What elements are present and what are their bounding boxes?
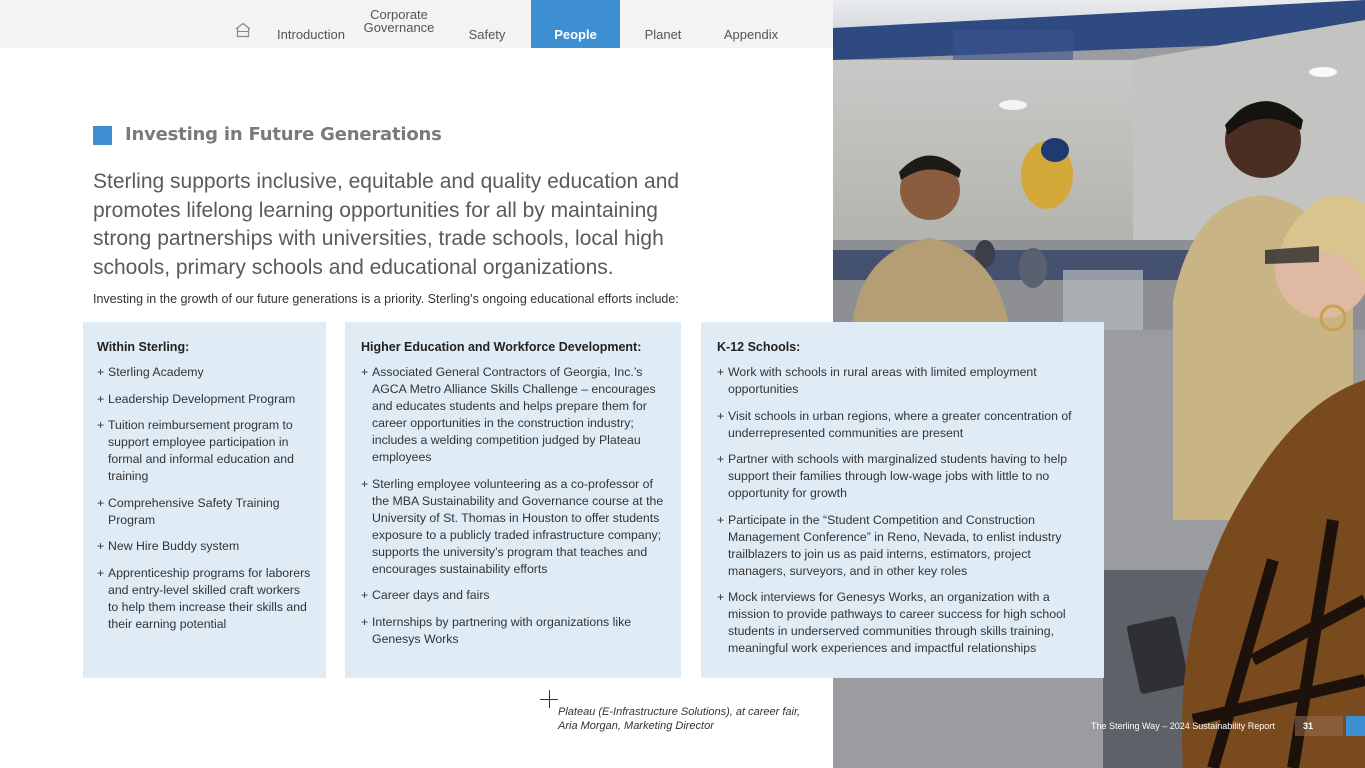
list-item: + Visit schools in urban regions, where a greater concentration of underrepresented communities are present: [717, 408, 1090, 442]
panel-heading: Higher Education and Workforce Development:: [361, 340, 642, 354]
page-tab-marker: [1346, 716, 1365, 736]
page-number: 31: [1295, 716, 1343, 736]
within-sterling-panel: [83, 322, 326, 678]
nav-tab-planet[interactable]: Planet: [644, 27, 682, 42]
nav-tab-label-line1: Corporate: [370, 6, 428, 22]
panel-heading: K-12 Schools:: [717, 340, 801, 354]
list-item: + Comprehensive Safety Training Program: [97, 495, 312, 529]
nav-tab-people[interactable]: People: [531, 0, 620, 48]
list-item: + Sterling employee volunteering as a co-professor of the MBA Sustainability and Governance course at the University of St. Thomas in Houston to offer students exposure to a publicly traded infrastructure company; supports the university’s program that teaches and encourages sustainability efforts: [361, 476, 667, 578]
list-item: + Associated General Contractors of Georgia, Inc.’s AGCA Metro Alliance Skills Challenge – encourages and educates students and helps prepare them for career opportunities in the construction industry; includes a welding competition judged by Plateau employees: [361, 364, 667, 466]
nav-tab-label-line2: Governance: [363, 19, 435, 35]
nav-tab-appendix[interactable]: Appendix: [723, 27, 779, 42]
nav-tab-introduction[interactable]: Introduction: [277, 27, 345, 42]
home-icon[interactable]: [234, 22, 252, 38]
section-marker: [93, 126, 112, 145]
list-item: + Mock interviews for Genesys Works, an organization with a mission to provide pathways to career success for high school students in underserved communities through skills training, meaningful work experiences and impactful relationships: [717, 589, 1090, 657]
intro-sentence: Investing in the growth of our future generations is a priority. Sterling’s ongoing educational efforts include:: [93, 292, 679, 306]
panel-heading: Within Sterling:: [97, 340, 190, 354]
list-item: + Leadership Development Program: [97, 391, 312, 408]
lead-paragraph: Sterling supports inclusive, equitable and quality education and promotes lifelong learning opportunities for all by maintaining strong partnerships with universities, trade schools, local high schools, primary schools and educational organizations.: [93, 170, 680, 279]
report-footer: The Sterling Way – 2024 Sustainability Report: [1091, 721, 1275, 731]
nav-tab-corporate-governance[interactable]: [358, 0, 440, 48]
top-navigation: [0, 0, 833, 48]
caption-line2: Aria Morgan, Marketing Director: [558, 720, 714, 732]
list-item: + Tuition reimbursement program to support employee participation in formal and informal education and training: [97, 417, 312, 485]
k12-schools-list: [717, 364, 1090, 657]
caption-plus-icon: [540, 690, 558, 708]
list-item: + Career days and fairs: [361, 587, 667, 604]
list-item: + Apprenticeship programs for laborers and entry-level skilled craft workers to help them increase their skills and their earning potential: [97, 565, 312, 633]
list-item: + Partner with schools with marginalized students having to help support their families through low-wage jobs with little to no opportunity for growth: [717, 451, 1090, 502]
within-sterling-list: [97, 364, 312, 633]
higher-education-panel: [345, 322, 681, 678]
photo-caption: [558, 705, 800, 733]
list-item: + New Hire Buddy system: [97, 538, 312, 555]
section-title: Investing in Future Generations: [125, 124, 442, 145]
list-item: + Participate in the “Student Competition and Construction Management Conference” in Reno, Nevada, to enlist industry trailblazers to join us as paid interns, estimators, project managers, surveyors, and in other key roles: [717, 512, 1090, 580]
nav-tab-safety[interactable]: Safety: [468, 27, 506, 42]
list-item: + Work with schools in rural areas with limited employment opportunities: [717, 364, 1090, 398]
list-item: + Sterling Academy: [97, 364, 312, 381]
caption-line1: Plateau (E-Infrastructure Solutions), at career fair,: [558, 706, 801, 718]
list-item: + Internships by partnering with organizations like Genesys Works: [361, 614, 667, 648]
k12-schools-panel: [701, 322, 1104, 678]
higher-education-list: [361, 364, 667, 648]
